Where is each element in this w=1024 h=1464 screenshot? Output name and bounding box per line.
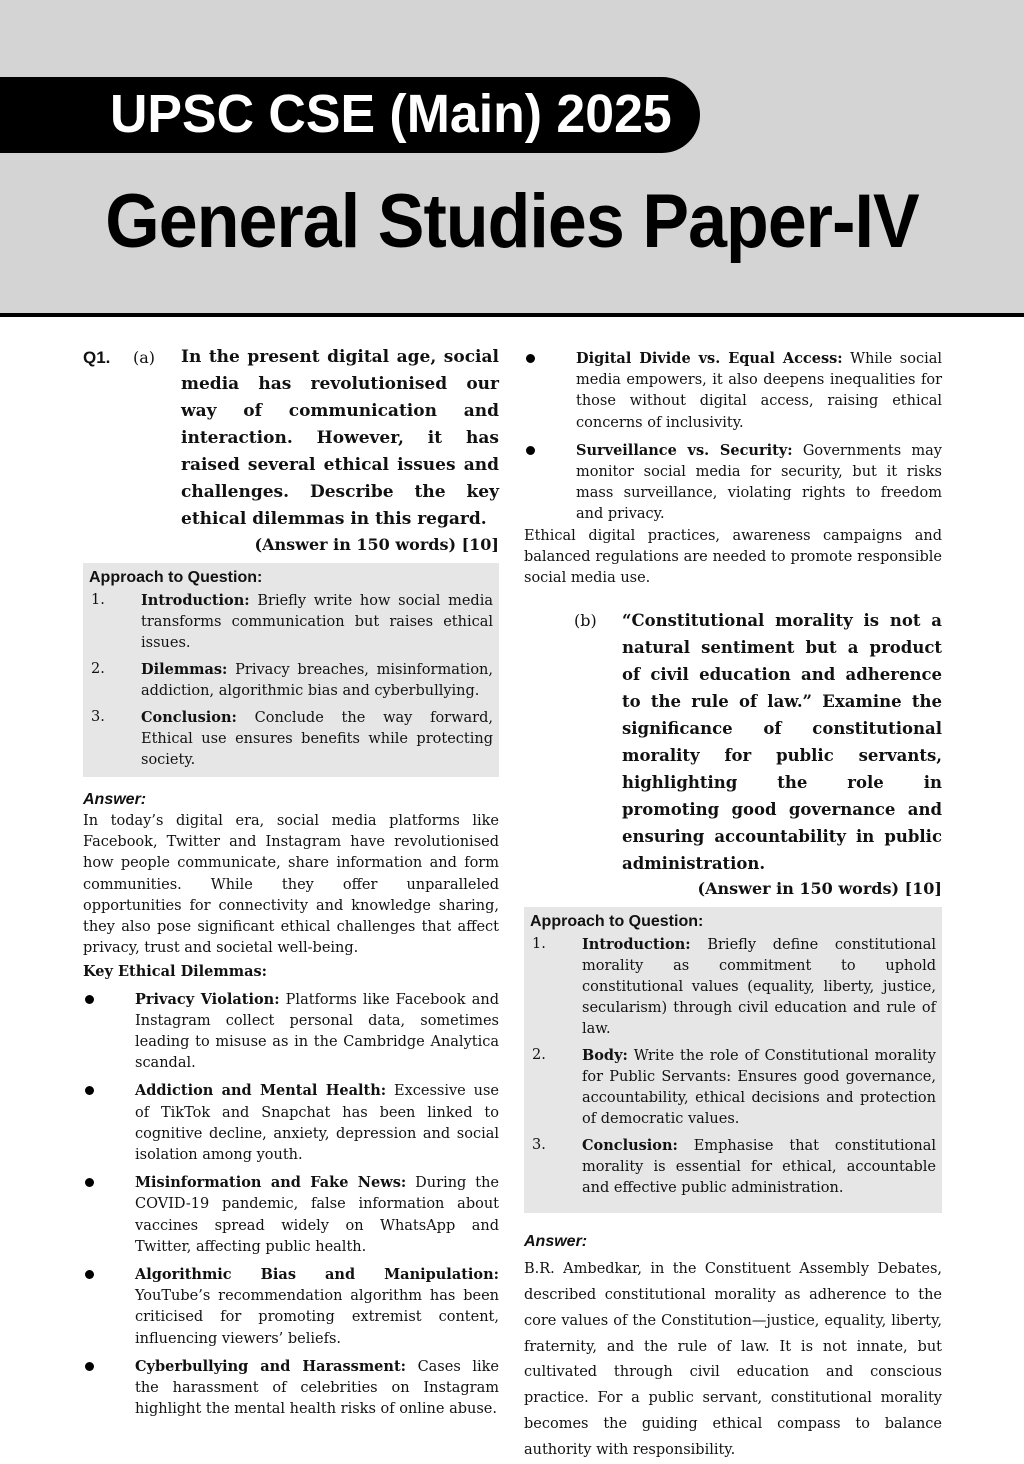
approach-box: [524, 907, 942, 1213]
right-column: [524, 344, 942, 1464]
bullet-item: [83, 1080, 499, 1166]
dilemmas-heading: Key Ethical Dilemmas:: [83, 963, 267, 981]
bullet-icon: [526, 446, 535, 455]
bullet-text: While social media empowers, it also deepens inequalities for those without digital access, raising ethical concerns of inclusivity.: [576, 351, 942, 431]
approach-item-text: Briefly define constitutional morality as commitment to uphold constitutional values (equality, liberty, justice, secularism) through civil education and rule of law.: [582, 937, 936, 1038]
bullet-icon: [85, 1086, 94, 1095]
question-marks: (Answer in 150 words) [10]: [697, 879, 942, 899]
bullet-text: Platforms like Facebook and Instagram collect personal data, sometimes leading to misuse as in the Cambridge Analytica scandal.: [135, 991, 499, 1072]
approach-item-number: 2.: [532, 1047, 546, 1064]
approach-item-number: 1.: [532, 936, 546, 953]
bullet-item: [524, 348, 942, 434]
bullet-icon: [85, 995, 94, 1004]
bullet-heading: Digital Divide vs. Equal Access:: [576, 350, 843, 367]
approach-item-heading: Conclusion:: [141, 709, 237, 726]
question-text: “Constitutional morality is not a natural sentiment but a product of civil education and adherence to the rule of law.” Examine the significance of constitutional morality for public servants, highlighting the role in promoting good governance and ensuring accountability in public administration.: [622, 611, 942, 874]
approach-item-text: Privacy breaches, misinformation, addiction, algorithmic bias and cyberbullying.: [141, 662, 493, 699]
approach-item-number: 2.: [91, 661, 105, 677]
bullet-item: [83, 1356, 499, 1421]
approach-item-text: Emphasise that constitutional morality is essential for ethical, accountable and effective public administration.: [582, 1138, 936, 1197]
approach-item-text: Write the role of Constitutional morality for Public Servants: Ensures good governance, accountability, ethical decisions and protection of democratic values.: [582, 1048, 936, 1128]
bullet-item: [524, 440, 942, 526]
bullet-icon: [526, 354, 535, 363]
approach-box: [83, 563, 499, 777]
bullet-text: YouTube’s recommendation algorithm has been criticised for promoting extremist content, influencing viewers’ beliefs.: [135, 1288, 499, 1347]
bullet-text: Excessive use of TikTok and Snapchat has been linked to cognitive decline, anxiety, depression and social isolation among youth.: [135, 1083, 499, 1164]
approach-item-heading: Body:: [582, 1047, 628, 1065]
bullet-heading: Surveillance vs. Security:: [576, 441, 793, 459]
bullet-heading: Misinformation and Fake News:: [135, 1174, 407, 1192]
question-1a: [83, 344, 499, 533]
bullet-icon: [85, 1270, 94, 1279]
approach-title: Approach to Question:: [89, 569, 263, 586]
approach-title: Approach to Question:: [530, 913, 704, 931]
answer-text: B.R. Ambedkar, in the Constituent Assembly Debates, described constitutional morality as adherence to the core values of the Constitution—justice, equality, liberty, fraternity, and the rule of law. It is not innate, but cultivated through civil education and conscious practice. For a public servant, constitutional morality becomes the guiding ethical compass to balance authority with responsibility.: [524, 1261, 942, 1458]
bullet-heading: Cyberbullying and Harassment:: [135, 1357, 406, 1375]
answer-title: Answer:: [83, 791, 147, 808]
question-number: Q1.: [83, 348, 111, 367]
approach-item-number: 3.: [91, 709, 105, 725]
question-part-label: (b): [574, 611, 597, 631]
approach-item-heading: Conclusion:: [582, 1137, 678, 1155]
approach-item: [89, 707, 493, 771]
approach-item-text: Briefly write how social media transforms communication but raises ethical issues.: [141, 593, 493, 651]
bullet-text: Governments may monitor social media for security, but it risks mass surveillance, violating rights to freedom and privacy.: [576, 442, 942, 523]
bullet-heading: Algorithmic Bias and Manipulation:: [135, 1266, 499, 1284]
approach-item: [89, 659, 493, 702]
left-column: [83, 344, 499, 1420]
bullet-item: [83, 1172, 499, 1258]
approach-item-heading: Introduction:: [141, 592, 250, 609]
answer-section: [524, 1231, 942, 1463]
bullet-item: [83, 1264, 499, 1350]
exam-banner: [0, 77, 700, 153]
question-1b: [524, 607, 942, 877]
bullet-heading: Addiction and Mental Health:: [135, 1082, 387, 1100]
page-header: [0, 0, 1024, 317]
answer-conclusion: Ethical digital practices, awareness campaigns and balanced regulations are needed to promote responsible social media use.: [524, 527, 942, 587]
bullet-item: [83, 989, 499, 1075]
approach-item-heading: Dilemmas:: [141, 661, 228, 678]
approach-item-heading: Introduction:: [582, 936, 691, 954]
exam-title: UPSC CSE (Main) 2025: [110, 84, 672, 144]
approach-item-number: 3.: [532, 1137, 546, 1154]
question-part-label: (a): [133, 348, 156, 367]
answer-intro: In today’s digital era, social media platforms like Facebook, Twitter and Instagram have revolutionised how people communicate, share information and form communities. While they offer unparalleled opportunities for connectivity and knowledge sharing, they also pose significant ethical challenges that affect privacy, trust and societal well-being.: [83, 813, 499, 957]
bullet-heading: Privacy Violation:: [135, 990, 280, 1008]
approach-item-number: 1.: [91, 592, 105, 608]
bullet-icon: [85, 1362, 94, 1371]
approach-item-text: Conclude the way forward, Ethical use ensures benefits while protecting society.: [141, 710, 493, 768]
bullet-text: During the COVID-19 pandemic, false information about vaccines spread widely on WhatsApp and Twitter, affecting public health.: [135, 1175, 499, 1255]
approach-item: [530, 1135, 936, 1199]
question-marks: (Answer in 150 words) [10]: [254, 535, 499, 554]
question-text: In the present digital age, social media has revolutionised our way of communication and interaction. However, it has raised several ethical issues and challenges. Describe the key ethical dilemmas in this regard.: [181, 347, 499, 529]
paper-title: General Studies Paper-IV: [105, 179, 919, 264]
bullet-icon: [85, 1178, 94, 1187]
approach-item: [530, 1045, 936, 1130]
bullet-text: Cases like the harassment of celebrities on Instagram highlight the mental health risks of online abuse.: [135, 1358, 499, 1418]
approach-item: [530, 934, 936, 1040]
answer-title: Answer:: [524, 1233, 588, 1251]
approach-item: [89, 590, 493, 654]
